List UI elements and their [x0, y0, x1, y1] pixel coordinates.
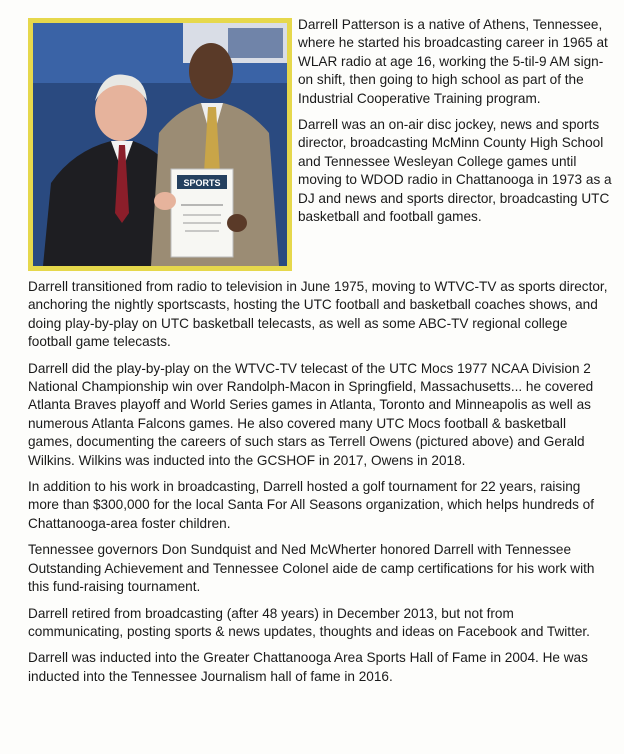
program-cover-title: SPORTS	[183, 178, 221, 188]
paragraph-play-by-play: Darrell did the play-by-play on the WTVC-TV telecast of the UTC Mocs 1977 NCAA Division 2 National Championship win over Randolph-Macon in Springfield, Massachusetts... he covered Atlanta Braves playoff and World Series games in Atlanta, Toronto and Minneapolis as well as numerous Atlanta Falcons games. He also covered many UTC Mocs football & basketball games, documenting the careers of such stars as Terrell Owens (pictured above) and Gerald Wilkins. Wilkins was inducted into the GCSHOF in 2017, Owens in 2018.	[28, 360, 594, 468]
photo-patterson-owens	[33, 23, 287, 266]
paragraph-radio-career: Darrell was an on-air disc jockey, news and sports director, broadcasting McMinn County High School and Tennessee Wesleyan College games until moving to WDOD radio in Chattanooga in 1973 as a DJ and news and sports director, broadcasting UTC basketball and football games.	[298, 117, 612, 225]
body-text	[28, 278, 608, 694]
intro-text	[298, 16, 614, 234]
paragraph-golf-tournament: In addition to his work in broadcasting, Darrell hosted a golf tournament for 22 years, raising more than $300,000 for the local Santa For All Seasons organization, which helps hundreds of Chattanooga-area foster children.	[28, 479, 595, 531]
paragraph-retirement: Darrell retired from broadcasting (after 48 years) in December 2013, but not from communicating, posting sports & news updates, thoughts and ideas on Facebook and Twitter.	[28, 605, 590, 639]
photo-frame	[28, 18, 292, 271]
photo-illustration	[33, 23, 287, 266]
paragraph-governors-honor: Tennessee governors Don Sundquist and Ned McWherter honored Darrell with Tennessee Outstanding Achievement and Tennessee Colonel aide de camp certifications for his work with this fund-raising tournament.	[28, 542, 595, 595]
paragraph-early-career: Darrell Patterson is a native of Athens, Tennessee, where he started his broadcasting career in 1965 at WLAR radio at age 16, working the 5-til-9 AM sign-on shift, then going to high school as part of the Industrial Cooperative Training program.	[298, 17, 608, 106]
paragraph-hall-of-fame: Darrell was inducted into the Greater Chattanooga Area Sports Hall of Fame in 2004. He was inducted into the Tennessee Journalism hall of fame in 2016.	[28, 650, 588, 684]
paragraph-television: Darrell transitioned from radio to television in June 1975, moving to WTVC-TV as sports director, anchoring the nightly sportscasts, hosting the UTC football and basketball coaches shows, and doing play-by-play on UTC basketball telecasts, as well as some ABC-TV regional college football game telecasts.	[28, 279, 608, 350]
